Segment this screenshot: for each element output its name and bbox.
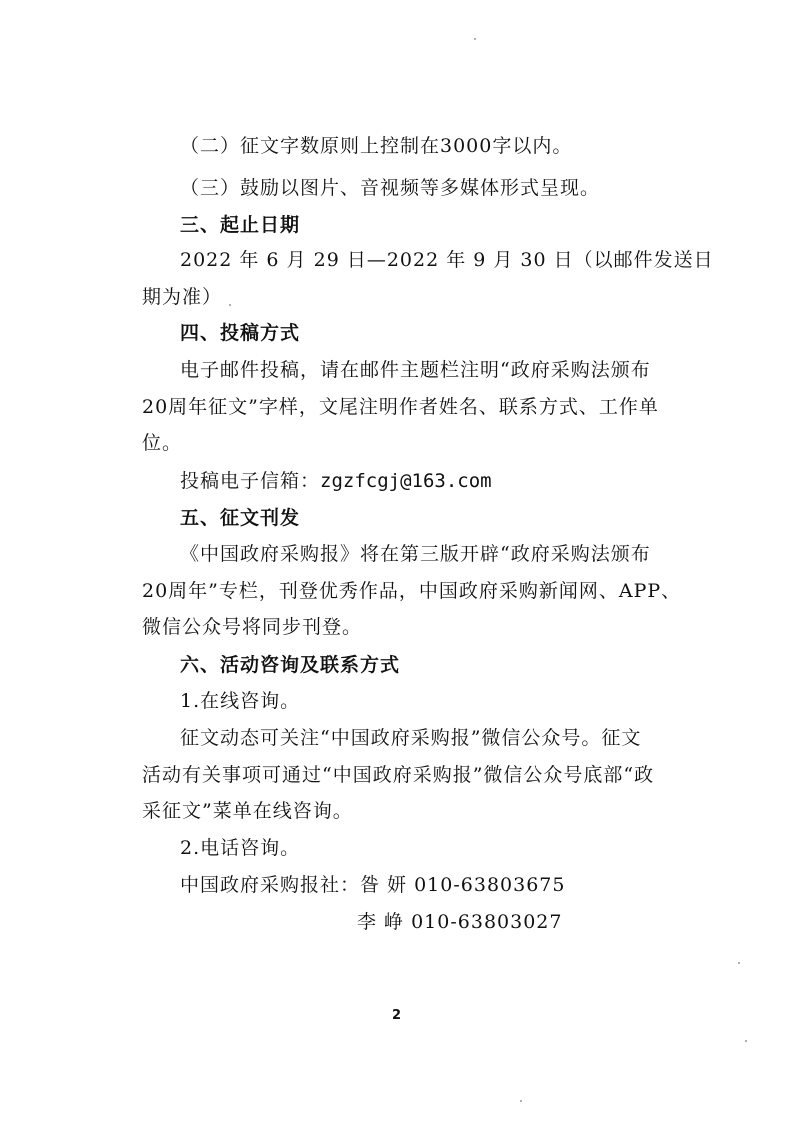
- scan-speck: [229, 304, 231, 306]
- paragraph-online-line1: 征文动态可关注“中国政府采购报”微信公众号。征文: [180, 727, 642, 749]
- paragraph-submission-line1: 电子邮件投稿，请在邮件主题栏注明“政府采购法颁布: [180, 359, 651, 381]
- paragraph-publication-line3: 微信公众号将同步刊登。: [142, 616, 363, 638]
- paragraph-submission-line2: 20周年征文”字样，文尾注明作者姓名、联系方式、工作单: [142, 396, 659, 418]
- paragraph-online-line2: 活动有关事项可通过“中国政府采购报”微信公众号底部“政: [142, 764, 655, 786]
- scan-speck: [520, 1100, 522, 1102]
- email-address: zgzfcgj@163.com: [320, 470, 492, 492]
- email-line: [180, 467, 740, 495]
- paragraph-submission-line3: 位。: [142, 432, 183, 454]
- scan-speck: [745, 1040, 747, 1042]
- page-number: 2: [391, 1008, 402, 1023]
- paragraph-publication-line2: 20周年”专栏，刊登优秀作品，中国政府采购新闻网、APP、: [142, 580, 682, 602]
- paragraph-publication-line1: 《中国政府采购报》将在第三版开辟“政府采购法颁布: [180, 543, 651, 565]
- subheading-online: 1.在线咨询。: [180, 690, 301, 712]
- contact-person-1: 昝 妍 010-63803675: [360, 874, 566, 896]
- subheading-phone: 2.电话咨询。: [180, 837, 301, 859]
- scan-speck: [474, 38, 476, 40]
- contact-org: 中国政府采购报社：: [180, 874, 361, 896]
- heading-submission: 四、投稿方式: [180, 322, 301, 344]
- heading-dates: 三、起止日期: [180, 214, 301, 236]
- paragraph-dates-line1: 2022 年 6 月 29 日—2022 年 9 月 30 日（以邮件发送日: [180, 249, 714, 271]
- contact-line1: [180, 871, 740, 899]
- paragraph-dates-line2: 期为准）: [142, 286, 223, 308]
- paragraph-multimedia: （三）鼓励以图片、音视频等多媒体形式呈现。: [180, 177, 601, 199]
- heading-publication: 五、征文刊发: [180, 507, 301, 529]
- heading-contact: 六、活动咨询及联系方式: [180, 654, 401, 676]
- paragraph-online-line3: 采征文”菜单在线咨询。: [142, 800, 353, 822]
- scan-speck: [738, 962, 740, 964]
- email-label: 投稿电子信箱：: [180, 470, 321, 492]
- paragraph-word-limit: （二）征文字数原则上控制在3000字以内。: [180, 135, 573, 157]
- contact-person-2: 李 峥 010-63803027: [357, 911, 563, 933]
